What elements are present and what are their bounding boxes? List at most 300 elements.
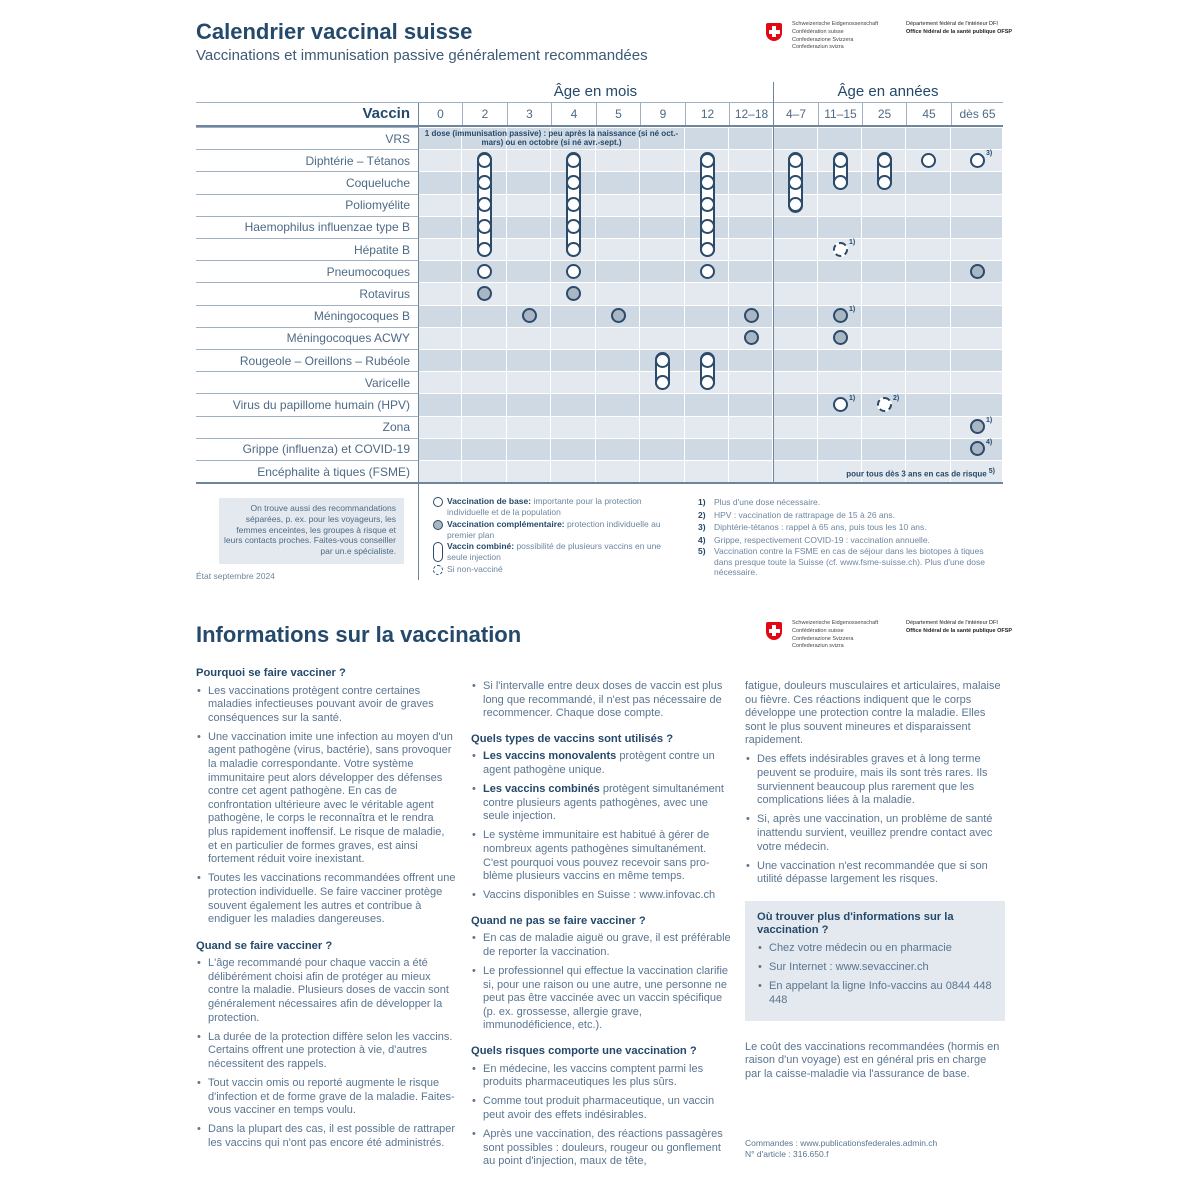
list-item — [757, 961, 993, 975]
grid-cell — [818, 127, 862, 149]
grid-cell — [462, 460, 507, 482]
item-text: Après une vaccination, des réactions passagères sont possibles : douleurs, rougeur ou gonflement au point d'injection, maux de tête, — [483, 1128, 723, 1168]
base-vaccine-circle-icon — [833, 175, 848, 190]
grid-cell — [729, 438, 773, 460]
row-label: Poliomyélite — [196, 194, 418, 216]
grid-cell — [906, 438, 951, 460]
combined-chain-icon — [433, 542, 443, 562]
list-item — [757, 942, 993, 956]
grid-cell — [729, 282, 773, 304]
grid-cell — [685, 438, 729, 460]
group-months-header: Âge en mois — [553, 83, 638, 100]
section-heading: Quand ne pas se faire vacciner ? — [471, 914, 646, 927]
grid-cell — [951, 371, 1003, 393]
grid-cell — [462, 416, 507, 438]
item-text: Des effets indésirables graves et à long terme peuvent se produire, mais ils sont très rares. Ils surviennent beaucoup plus rarement que les complications liées à la maladie. — [757, 753, 988, 807]
base-vaccine-circle-icon — [700, 375, 715, 390]
bullet-list — [196, 685, 456, 927]
grid-cell — [729, 238, 773, 260]
base-vaccine-circle-icon — [566, 153, 581, 168]
legend — [433, 496, 673, 575]
grid-cell — [418, 416, 462, 438]
item-text: Vaccins disponibles en Suisse : www.infovac.ch — [483, 889, 716, 902]
cost-text: Le coût des vaccinations recommandées (hormis en raison d'un voyage) est en général pris en charge par la caisse-maladie via l'assurance de base. — [745, 1040, 1000, 1081]
item-text: Comme tout produit pharmaceutique, un vaccin peut avoir des effets indésirables. — [483, 1095, 715, 1121]
complementary-vaccine-circle-icon — [611, 308, 626, 323]
complementary-circle-icon — [433, 520, 443, 530]
base-vaccine-circle-icon — [700, 197, 715, 212]
info-column-3 — [745, 680, 1005, 1160]
base-vaccine-circle-icon — [877, 175, 892, 190]
list-item — [471, 889, 731, 903]
item-text: protègent contre un agent pathogène unique. — [483, 750, 715, 776]
federal-logo — [766, 21, 1012, 52]
grid-cell — [551, 305, 596, 327]
base-vaccine-circle-icon — [833, 397, 848, 412]
grid-cell — [418, 282, 462, 304]
grid-cell — [862, 127, 906, 149]
grid-cell — [640, 416, 685, 438]
grid-cell — [507, 371, 551, 393]
grid-cell — [640, 238, 685, 260]
logo-line: Confederazione Svizzera — [792, 36, 854, 43]
grid-cell — [862, 194, 906, 216]
grid-cell — [507, 260, 551, 282]
logo-dept: Département fédéral de l'intérieur DFI — [906, 21, 998, 27]
grid-cell — [418, 305, 462, 327]
list-item — [471, 1128, 731, 1169]
box-heading: Où trouver plus d'informations sur la vaccination ? — [757, 910, 954, 937]
note-box: On trouve aussi des recommandations séparées, p. ex. pour les voyageurs, les femmes enceintes, les groupes à risque et leurs contacts proches. Faites-vous conseiller par un.e spécialiste. — [219, 498, 404, 564]
row-label: Méningocoques B — [196, 305, 418, 327]
info-section — [471, 1045, 731, 1169]
base-vaccine-circle-icon — [877, 153, 892, 168]
bullet-list — [471, 932, 731, 1033]
grid-cell — [685, 416, 729, 438]
column-header: 5 — [596, 103, 640, 125]
list-item — [196, 1031, 456, 1072]
row-label: Grippe (influenza) et COVID-19 — [196, 438, 418, 460]
months-divider — [418, 103, 419, 482]
grid-cell — [640, 438, 685, 460]
grid-cell — [685, 305, 729, 327]
grid-cell — [507, 216, 551, 238]
grid-cell — [862, 305, 906, 327]
base-vaccine-circle-icon — [700, 242, 715, 257]
list-item — [196, 1077, 456, 1118]
footnote-ref: 3) — [986, 150, 993, 158]
grid-cell — [685, 460, 729, 482]
grid-cell — [596, 438, 640, 460]
grid-cell — [640, 216, 685, 238]
info-section — [196, 940, 456, 1151]
grid-cell — [773, 127, 818, 149]
grid-cell — [906, 349, 951, 371]
grid-cell — [773, 282, 818, 304]
grid-cell — [818, 371, 862, 393]
grid-cell — [951, 393, 1003, 415]
item-text: Si l'intervalle entre deux doses de vaccin est plus long que recommandé, il n'est pas nécessaire de recommencer. Chaque dose compte. — [483, 680, 723, 720]
grid-cell — [596, 238, 640, 260]
grid-cell — [551, 393, 596, 415]
item-text: Une vaccination imite une infection au moyen d'un agent pathogène (virus, bactérie), sans provoquer la maladie correspondante. Votre système immunitaire peut alors développer des défenses contre cet agent pathogène. En cas de confrontation ultérieure avec le véritable agent pathogène, le corps le reconnaîtra et le rendra plus rapidement inoffensif. Le risque de maladie, et en particulier de formes graves, est ainsi fortement réduit voire inexistant. — [208, 730, 453, 866]
base-vaccine-circle-icon — [477, 242, 492, 257]
list-item — [196, 685, 456, 726]
bold-term: Les vaccins monovalents — [483, 750, 617, 763]
grid-cell — [729, 149, 773, 171]
grid-cell — [596, 416, 640, 438]
grid-cell — [729, 260, 773, 282]
complementary-vaccine-circle-icon — [970, 264, 985, 279]
list-item — [471, 783, 731, 824]
logo-office: Office fédéral de la santé publique OFSP — [906, 28, 1013, 35]
section-heading: Quand se faire vacciner ? — [196, 939, 333, 952]
grid-cell — [951, 238, 1003, 260]
grid-cell — [862, 371, 906, 393]
grid-cell — [862, 327, 906, 349]
orders-link[interactable]: Commandes : www.publicationsfederales.admin.ch — [745, 1137, 938, 1148]
grid-cell — [507, 282, 551, 304]
grid-cell — [729, 216, 773, 238]
grid-cell — [418, 438, 462, 460]
more-info-box — [745, 901, 1005, 1021]
row-label: Encéphalite à tiques (FSME) — [196, 460, 418, 482]
years-divider — [773, 82, 774, 482]
grid-cell — [418, 393, 462, 415]
row-label: Zona — [196, 416, 418, 438]
grid-cell — [862, 216, 906, 238]
grid-cell — [462, 349, 507, 371]
grid-cell — [906, 238, 951, 260]
item-text: Chez votre médecin ou en pharmacie — [769, 942, 952, 954]
grid-cell — [818, 349, 862, 371]
swiss-cross-icon — [766, 23, 782, 41]
bullet-list — [196, 957, 456, 1150]
grid-cell — [685, 282, 729, 304]
grid-cell — [551, 327, 596, 349]
grid-cell — [418, 238, 462, 260]
grid-cell — [818, 438, 862, 460]
grid-cell — [418, 194, 462, 216]
list-item — [471, 932, 731, 959]
grid-cell — [906, 416, 951, 438]
base-vaccine-circle-icon — [655, 375, 670, 390]
grid-cell — [773, 238, 818, 260]
grid-cell — [951, 282, 1003, 304]
state-date: État septembre 2024 — [196, 571, 275, 581]
legend-combined: Vaccin combiné: possibilité de plusieurs vaccins en une seule injection — [433, 541, 673, 564]
complementary-vaccine-circle-icon — [833, 330, 848, 345]
grid-cell — [640, 260, 685, 282]
swiss-cross-icon — [766, 622, 782, 640]
grid-cell — [551, 349, 596, 371]
row-label: Méningocoques ACWY — [196, 327, 418, 349]
continued-text: fatigue, douleurs musculaires et articulaires, malaise ou fièvre. Ces réactions indiquent que le corps développe une protection contre la maladie. Elles sont le plus souvent mineures et disparaissent rapidement. — [745, 680, 1001, 747]
item-text: En cas de maladie aiguë ou grave, il est préférable de reporter la vaccination. — [483, 932, 731, 958]
grid-cell — [951, 349, 1003, 371]
complementary-vaccine-circle-icon — [477, 286, 492, 301]
info-section — [471, 733, 731, 903]
info-section — [471, 915, 731, 1033]
row-label: Haemophilus influenzae type B — [196, 216, 418, 238]
grid-cell — [640, 282, 685, 304]
base-vaccine-circle-icon — [788, 175, 803, 190]
grid-cell — [906, 194, 951, 216]
grid-cell — [906, 371, 951, 393]
row-label: Hépatite B — [196, 238, 418, 260]
logo-line: Confederaziun svizra — [792, 44, 844, 51]
grid-cell — [640, 305, 685, 327]
grid-cell — [507, 349, 551, 371]
grid-cell — [418, 171, 462, 193]
grid-cell — [596, 327, 640, 349]
bullet-list — [471, 680, 731, 721]
item-text: Le professionnel qui effectue la vaccination clarifie si, pour une raison ou une autre, une personne ne peut pas être vaccinée avec un vaccin spécifique (p. ex. grossesse, allergie grave, immunodéficience, etc.). — [483, 965, 729, 1032]
row-label: Rotavirus — [196, 282, 418, 304]
grid-cell — [596, 194, 640, 216]
item-text: En médecine, les vaccins comptent parmi les produits pharmaceutiques les plus sûrs. — [483, 1062, 704, 1089]
list-item — [745, 753, 1005, 807]
grid-cell — [640, 149, 685, 171]
non-vaccinated-vaccine-circle-icon — [833, 242, 848, 257]
row-label: Pneumocoques — [196, 260, 418, 282]
column-header: 12–18 — [729, 103, 773, 125]
base-vaccine-circle-icon — [788, 153, 803, 168]
grid-cell — [596, 260, 640, 282]
grid-cell — [462, 305, 507, 327]
fsme-label: pour tous dès 3 ans en cas de risque — [846, 469, 987, 479]
vaccin-header: Vaccin — [362, 105, 410, 122]
grid-cell — [818, 194, 862, 216]
grid-cell — [729, 349, 773, 371]
list-item — [471, 680, 731, 721]
grid-cell — [729, 460, 773, 482]
grid-cell — [462, 438, 507, 460]
grid-cell — [507, 327, 551, 349]
federal-logo: Schweizerische Eidgenossenschaft Confédération suisse Confederazione Svizzera Confederaziun svizra Département fédéral de l'intérieur DFI Office fédéral de la santé publique OFSP — [766, 620, 1012, 651]
footnote: 1) Plus d'une dose nécessaire. — [698, 497, 821, 507]
item-text: Dans la plupart des cas, il est possible de rattraper les vaccins qui n'ont pas encore été administrés. — [208, 1123, 456, 1149]
complementary-vaccine-circle-icon — [744, 308, 759, 323]
dashed-circle-icon — [433, 565, 443, 575]
base-circle-icon — [433, 497, 443, 507]
column-header: 12 — [685, 103, 729, 125]
grid-cell — [418, 149, 462, 171]
grid-cell — [462, 393, 507, 415]
table-bottom-line — [196, 482, 1003, 484]
risk-list — [745, 753, 1005, 886]
list-item — [196, 731, 456, 867]
grid-cell — [862, 349, 906, 371]
base-vaccine-circle-icon — [921, 153, 936, 168]
grid-cell — [507, 194, 551, 216]
info-title: Informations sur la vaccination — [196, 622, 522, 647]
grid-cell — [862, 260, 906, 282]
base-vaccine-circle-icon — [833, 153, 848, 168]
grid-cell — [418, 371, 462, 393]
complementary-vaccine-circle-icon — [566, 286, 581, 301]
grid-cell — [951, 127, 1003, 149]
item-text: L'âge recommandé pour chaque vaccin a été délibérément choisi afin de protéger au mieux contre la maladie. Plusieurs doses de vaccin sont généralement nécessaires afin de développer la protection. — [208, 957, 449, 1024]
grid-cell — [507, 393, 551, 415]
footnote-ref: 1) — [849, 305, 856, 313]
fsme-text — [773, 467, 995, 479]
grid-cell — [773, 216, 818, 238]
grid-cell — [640, 393, 685, 415]
grid-cell — [906, 260, 951, 282]
grid-cell — [418, 327, 462, 349]
footnote-ref: 5) — [988, 468, 995, 476]
grid-cell — [906, 216, 951, 238]
item-text: Tout vaccin omis ou reporté augmente le risque d'infection et de forme grave de la maladie. Faites-vous vacciner en temps voulu. — [208, 1077, 455, 1117]
row-label: Coqueluche — [196, 171, 418, 193]
bullet-list — [471, 750, 731, 902]
column-header: dès 65 — [951, 103, 1003, 125]
non-vaccinated-vaccine-circle-icon — [877, 397, 892, 412]
item-text: Les vaccinations protègent contre certaines maladies infectieuses pouvant avoir de graves conséquences sur la santé. — [208, 684, 434, 724]
grid-cell — [818, 282, 862, 304]
column-header: 4 — [551, 103, 596, 125]
section-heading: Pourquoi se faire vacciner ? — [196, 667, 346, 679]
grid-cell — [951, 327, 1003, 349]
base-vaccine-circle-icon — [700, 219, 715, 234]
item-text: Le système immunitaire est habitué à gérer de nombreux agents pathogènes simultanément. C'est pourquoi vous pouvez recevoir sans problème plusieurs vaccins en même temps. — [483, 829, 710, 883]
bold-term: Les vaccins combinés — [483, 783, 600, 796]
grid-cell — [640, 171, 685, 193]
grid-cell — [773, 327, 818, 349]
grid-cell — [507, 416, 551, 438]
grid-cell — [862, 416, 906, 438]
grid-cell — [729, 127, 773, 149]
footnote: 3) Diphtérie-tétanos : rappel à 65 ans, puis tous les 10 ans. — [698, 522, 927, 533]
grid-cell — [729, 194, 773, 216]
row-label: Varicelle — [196, 371, 418, 393]
footnote-ref: 1) — [849, 239, 856, 247]
grid-cell — [507, 438, 551, 460]
divider — [418, 482, 419, 580]
footnote-ref: 1) — [986, 416, 993, 424]
row-label: VRS — [196, 127, 418, 149]
article-number: N° d'article : 316.650.f — [745, 1148, 829, 1159]
info-column-1 — [196, 667, 456, 1159]
info-column-2 — [471, 680, 731, 1177]
complementary-vaccine-circle-icon — [744, 330, 759, 345]
row-label: Rougeole – Oreillons – Rubéole — [196, 349, 418, 371]
footnote-ref: 4) — [986, 438, 993, 446]
grid-cell — [551, 438, 596, 460]
group-years-header: Âge en années — [837, 83, 939, 100]
grid-cell — [418, 460, 462, 482]
footnote-ref: 2) — [893, 394, 900, 402]
base-vaccine-circle-icon — [477, 175, 492, 190]
grid-cell — [773, 371, 818, 393]
grid-cell — [507, 149, 551, 171]
list-item — [745, 813, 1005, 854]
complementary-vaccine-circle-icon — [522, 308, 537, 323]
item-text: Sur Internet : www.sevacciner.ch — [769, 961, 929, 974]
info-section — [196, 667, 456, 927]
item-text: Si, après une vaccination, un problème de santé inattendu survient, veuillez prendre contact avec votre médecin. — [757, 813, 993, 853]
grid-cell — [640, 460, 685, 482]
column-header: 3 — [507, 103, 551, 125]
list-item — [745, 860, 1005, 887]
legend-complementary: Vaccination complémentaire: protection individuelle au premier plan — [433, 519, 673, 542]
grid-cell — [729, 393, 773, 415]
grid-cell — [773, 416, 818, 438]
grid-cell — [596, 460, 640, 482]
base-vaccine-circle-icon — [700, 175, 715, 190]
grid-cell — [818, 260, 862, 282]
grid-cell — [685, 393, 729, 415]
grid-cell — [729, 416, 773, 438]
section-heading: Quels types de vaccins sont utilisés ? — [471, 732, 674, 745]
base-vaccine-circle-icon — [477, 153, 492, 168]
grid-cell — [773, 260, 818, 282]
grid-cell — [862, 282, 906, 304]
column-header: 2 — [462, 103, 507, 125]
grid-cell — [551, 371, 596, 393]
base-vaccine-circle-icon — [700, 353, 715, 368]
grid-cell — [596, 282, 640, 304]
grid-cell — [507, 460, 551, 482]
grid-cell — [906, 171, 951, 193]
grid-cell — [773, 305, 818, 327]
grid-cell — [906, 305, 951, 327]
item-text: Toutes les vaccinations recommandées offrent une protection individuelle. Se faire vacciner protège souvent également les autres et contribue à endiguer les maladies dangereuses. — [208, 872, 456, 926]
grid-cell — [418, 260, 462, 282]
list-item — [196, 872, 456, 926]
column-header: 9 — [640, 103, 685, 125]
vrs-text: 1 dose (immunisation passive) : peu après la naissance (si né oct.-mars) ou en octobre (si né avr.-sept.) — [424, 129, 679, 147]
grid-cell — [596, 171, 640, 193]
complementary-vaccine-circle-icon — [970, 419, 985, 434]
base-vaccine-circle-icon — [566, 264, 581, 279]
grid-cell — [818, 416, 862, 438]
grid-cell — [685, 327, 729, 349]
grid-cell — [951, 171, 1003, 193]
column-header: 4–7 — [773, 103, 818, 125]
grid-cell — [507, 171, 551, 193]
base-vaccine-circle-icon — [970, 153, 985, 168]
list-item — [757, 980, 993, 1007]
list-item — [471, 965, 731, 1033]
grid-cell — [685, 127, 729, 149]
row-label: Diphtérie – Tétanos — [196, 149, 418, 171]
page-subtitle: Vaccinations et immunisation passive généralement recommandées — [196, 47, 648, 64]
grid-cell — [418, 216, 462, 238]
grid-cell — [906, 327, 951, 349]
footnotes — [698, 496, 988, 578]
more-info-list — [757, 942, 993, 1007]
legend-non-vaccinated: Si non-vacciné — [433, 564, 673, 575]
grid-cell — [596, 393, 640, 415]
grid-cell — [596, 371, 640, 393]
column-header: 11–15 — [818, 103, 862, 125]
list-item — [471, 750, 731, 777]
grid-cell — [596, 349, 640, 371]
item-text: En appelant la ligne Info-vaccins au 0844 448 448 — [769, 980, 992, 1006]
column-header: 45 — [906, 103, 951, 125]
column-header: 25 — [862, 103, 906, 125]
item-text: protègent simultanément contre plusieurs agents pathogènes, avec une seule injection. — [483, 783, 724, 823]
bullet-list — [471, 1063, 731, 1169]
base-vaccine-circle-icon — [700, 264, 715, 279]
list-item — [471, 829, 731, 883]
column-header: 0 — [418, 103, 462, 125]
footnote-ref: 1) — [849, 394, 856, 402]
grid-cell — [862, 438, 906, 460]
footnote: 4) Grippe, respectivement COVID-19 : vaccination annuelle. — [698, 534, 930, 545]
